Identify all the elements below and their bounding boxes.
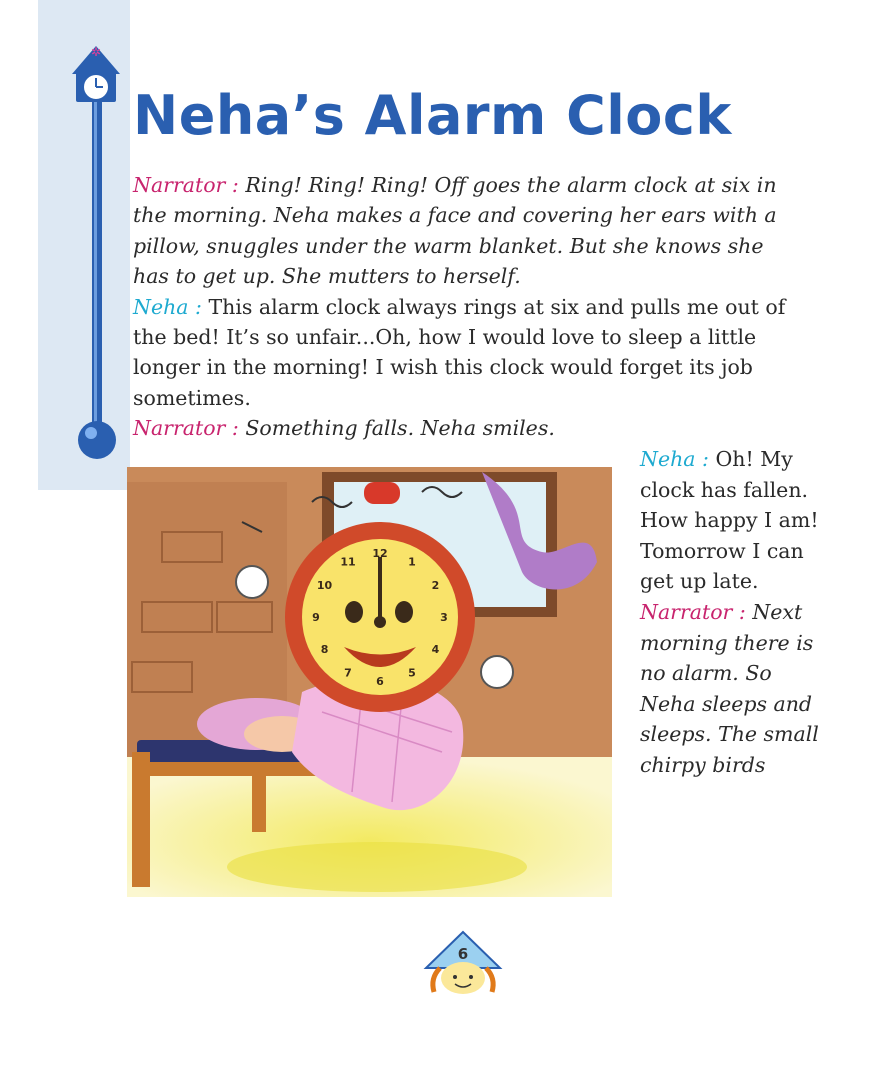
clock-numeral: 6 (376, 675, 384, 688)
clock-eye-left (345, 601, 363, 623)
clock-numeral: 2 (431, 579, 440, 592)
clock-glove-right (481, 656, 513, 688)
narration-text: Next morning there is no alarm. So Neha sleeps and sleeps. The small chirpy birds (640, 599, 819, 777)
page-title: Neha’s Alarm Clock (133, 84, 732, 147)
speaker-neha: Neha : (133, 294, 202, 319)
clock-numeral: 1 (408, 555, 416, 569)
star-icon: ✲ (90, 45, 102, 59)
narration-text: Something falls. Neha smiles. (245, 416, 555, 441)
narrator-paragraph-2 (133, 413, 798, 443)
page-number: 6 (457, 945, 469, 963)
clock-numeral: 7 (344, 666, 352, 680)
pole-ball (78, 421, 116, 459)
clock-numeral: 10 (316, 579, 333, 592)
clock-eye-right (395, 601, 413, 623)
clock-numeral: 3 (440, 611, 448, 624)
clock-numeral: 8 (320, 643, 329, 656)
clock-numeral: 4 (431, 643, 440, 656)
clock-numeral: 12 (372, 547, 388, 560)
narrator-paragraph-1 (133, 170, 798, 292)
speaker-narrator: Narrator : (133, 416, 239, 441)
neha-paragraph-1 (133, 292, 798, 414)
bed-leg (132, 752, 150, 887)
speaker-narrator: Narrator : (640, 599, 746, 624)
alarm-clock-illustration (122, 462, 622, 907)
narrator-paragraph-3 (640, 597, 820, 781)
narration-text: Ring! Ring! Ring! Off goes the alarm clock at six in the morning. Neha makes a face and covering her ears with a pillow, snuggles under the warm blanket. But she knows she has to get up. She mutters to herself. (133, 173, 777, 289)
dialogue-text: Oh! My clock has fallen. How happy I am! Tomorrow I can get up late. (640, 447, 819, 594)
neha-paragraph-2 (640, 444, 820, 597)
story-text (133, 170, 798, 444)
clock-numeral: 5 (408, 666, 416, 680)
clock-pole-decoration (66, 40, 126, 465)
badge-face (441, 962, 485, 994)
clock-glove-left (236, 566, 268, 598)
page-badge (420, 930, 506, 1000)
speaker-neha: Neha : (640, 447, 709, 471)
dialogue-text: This alarm clock always rings at six and pulls me out of the bed! It’s so unfair...Oh, how I would love to sleep a little longer in the morning! I wish this clock would forget its job sometimes. (133, 294, 786, 410)
clock-numeral: 11 (340, 555, 356, 569)
speaker-narrator: Narrator : (133, 173, 239, 197)
clock-bell (364, 482, 400, 504)
clock-numeral: 9 (312, 611, 320, 624)
side-column-text (640, 444, 820, 781)
